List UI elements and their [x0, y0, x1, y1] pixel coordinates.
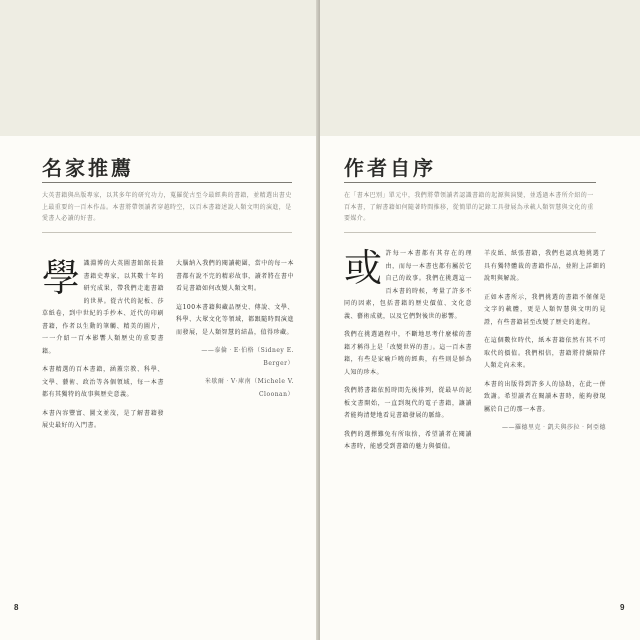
right-col1-para-2: 我們在挑選過程中，不斷地思考什麼樣的書籍才稱得上是「改變世界的書」。這一百本書籍，有些是家喻戶曉的經典，有些則是鮮為人知的珍本。	[344, 331, 472, 376]
left-signature-1: ——泰倫‧E‧伯格（Sidney E. Berger）	[201, 347, 294, 367]
right-intro-divider	[344, 232, 596, 233]
right-title-rule	[344, 182, 596, 183]
left-col1-para-3: 本書內容豐富、圖文並茂，是了解書籍發展史最好的入門書。	[42, 409, 164, 429]
right-col1-para-3: 我們將書籍依照時間先後排列，從最早的泥板文書開始，一直到現代的電子書籍，讓讀者能夠清楚地看見書籍發展的脈絡。	[344, 387, 472, 419]
left-top-band	[0, 0, 318, 136]
left-signature-2: 米歇爾‧V‧庫南（Michele V. Cloonan）	[204, 378, 294, 398]
left-title-rule	[42, 182, 292, 183]
right-signature: ——羅德里克‧凱夫與莎拉‧阿亞德	[501, 424, 606, 431]
right-page	[320, 0, 640, 640]
right-column-2	[484, 248, 606, 593]
left-intro: 大英書籍與出版專家，以其多年的研究功力，蒐羅從古至今最經典的書籍，並精選出書史上最重要的一百本作品。本書將帶領讀者穿越時空，以百本書籍述說人類文明的演進，是愛書人必讀的好書。	[42, 192, 292, 222]
right-col2-para-1: 羊皮紙、紙張書籍，我們也認真地挑選了具有獨特體裁的書籍作品，並附上詳細的說明與解說。	[484, 250, 606, 282]
left-col1-para-1: 識淵博的大英圖書館館長兼書籍史專家，以其數十年的研究成果，帶我們走進書籍的世界。從古代的泥板、莎草紙卷，到中世紀的手抄本、近代的印刷書籍，作者以生動的筆觸、精美的圖片，一一介紹一百本影響人類歷史的重要書籍。	[42, 260, 164, 355]
right-intro: 在「書本巴別」單元中，我們將帶領讀者認識書籍的起源與演變，並透過本書所介紹的一百本書，了解書籍如何隨著時間推移，從簡單的記錄工具發展為承載人類智慧與文化的重要媒介。	[344, 192, 594, 222]
right-col2-para-3: 在這個數位時代，紙本書籍依然有其不可取代的價值。我們相信，書籍將持續陪伴人類走向未來。	[484, 337, 606, 369]
left-col2-para-2: 這100本書籍與藏品歷史、傳說、文學、科學、大眾文化等領域，都跟隨時間演進而發展，是人類智慧的結晶，值得珍藏。	[176, 303, 294, 336]
left-column-2	[176, 258, 294, 588]
right-column-1	[344, 248, 472, 593]
left-col2-para-1: 大腦納入我們的閱讀範圍，當中的每一本書都有說不完的精彩故事，讀者將在書中看見書籍如何改變人類文明。	[176, 260, 294, 292]
right-top-band	[320, 0, 640, 136]
left-page-number: 8	[14, 603, 19, 612]
right-page-number: 9	[620, 603, 625, 612]
left-drop-cap: 學	[42, 256, 81, 300]
right-section-title: 作者自序	[344, 156, 436, 180]
right-drop-cap: 或	[344, 246, 383, 290]
left-section-title: 名家推薦	[42, 156, 134, 180]
left-intro-divider	[42, 232, 292, 233]
left-col1-para-2: 本書精選的百本書籍，涵蓋宗教、科學、文學、藝術、政治等各個領域，每一本書都有其獨特的故事與歷史意義。	[42, 366, 164, 398]
right-col1-para-4: 我們的選擇難免有所取捨，希望讀者在閱讀本書時，能感受到書籍的魅力與價值。	[344, 430, 472, 450]
left-page	[0, 0, 319, 640]
right-col2-para-4: 本書的出版得到許多人的協助，在此一併致謝。希望讀者在閱讀本書時，能夠發現屬於自己的那一本書。	[484, 380, 606, 413]
right-col2-para-2: 正如本書所示，我們挑選的書籍不僅僅是文字的載體，更是人類智慧與文明的見證，有些書籍甚至改變了歷史的進程。	[484, 293, 606, 326]
left-column-1	[42, 258, 164, 588]
right-col1-para-1: 許每一本書都有其存在的理由，而每一本書也都有屬於它自己的故事。我們在挑選這一百本書的時候，考量了許多不同的因素，包括書籍的歷史價值、文化意義、藝術成就，以及它們對後世的影響。	[344, 250, 472, 320]
